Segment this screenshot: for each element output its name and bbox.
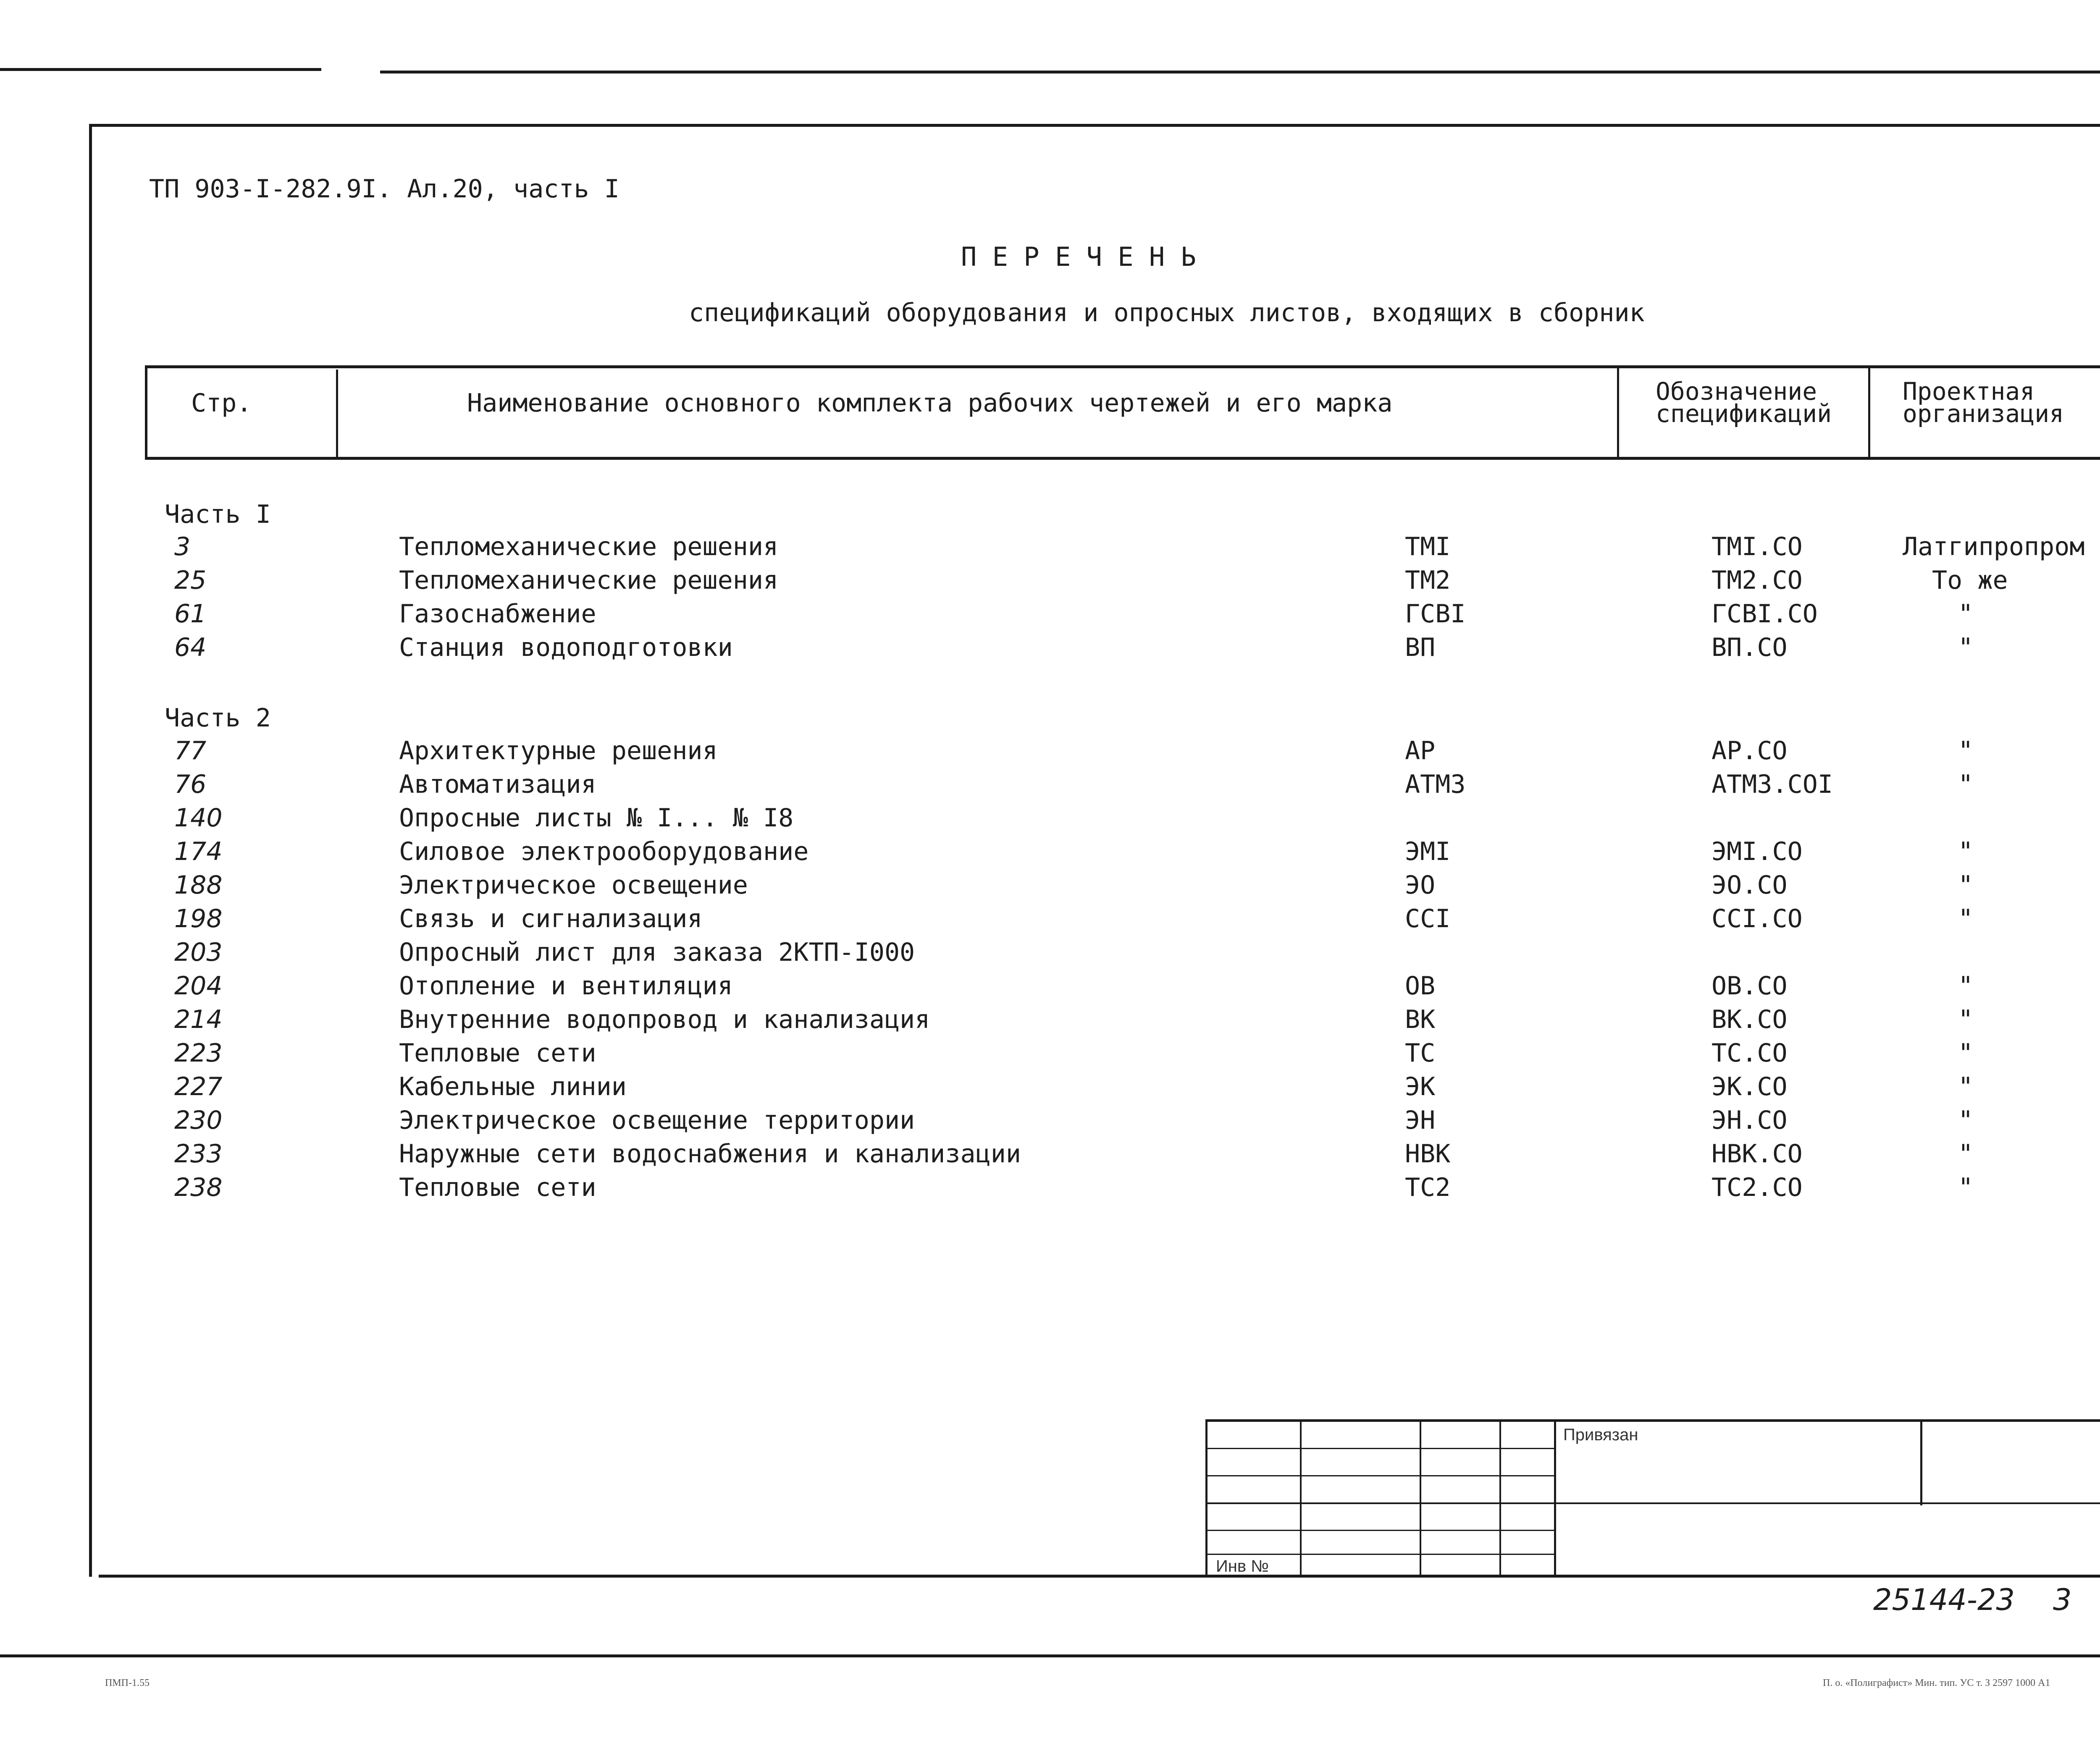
frame-top (89, 124, 2100, 127)
header-org-line2: организация (1903, 399, 2064, 428)
stamp-row-3 (1205, 1502, 2100, 1504)
document-code: ТП 903-I-282.9I. Ал.20, часть I (149, 174, 620, 204)
row-name: Тепловые сети (399, 1173, 596, 1202)
row-organization: " (1958, 633, 1974, 662)
row-organization: " (1958, 1106, 1974, 1135)
row-mark: ССI (1405, 904, 1451, 933)
row-spec-code: АТМ3.СОI (1712, 770, 1833, 799)
stamp-top (1205, 1419, 2100, 1422)
row-mark: АТМ3 (1405, 770, 1466, 799)
row-page-number: 203 (174, 938, 223, 967)
row-name: Тепловые сети (399, 1038, 596, 1068)
row-mark: ЭО (1405, 870, 1436, 900)
header-org-line1: Проектная (1903, 377, 2035, 406)
row-mark: НВК (1405, 1139, 1451, 1169)
row-page-number: 198 (174, 904, 223, 933)
table-col-divider-1 (336, 370, 338, 458)
row-page-number: 77 (174, 736, 207, 765)
section-title: Часть I (165, 500, 271, 529)
row-mark: ОВ (1405, 971, 1436, 1001)
row-organization: " (1958, 1005, 1974, 1034)
header-spec-line1: Обозначение (1656, 377, 1817, 406)
row-organization: " (1958, 599, 1974, 629)
row-organization: " (1958, 1072, 1974, 1101)
frame-left (89, 124, 92, 1577)
footer-right-imprint: П. о. «Полиграфист» Мин. тип. УС т. З 2597 1000 А1 (1823, 1678, 2050, 1688)
row-page-number: 227 (174, 1072, 223, 1101)
header-page: Стр. (191, 388, 252, 418)
frame-bottom (99, 1575, 2100, 1578)
row-spec-code: ТМI.СО (1712, 532, 1803, 561)
top-border-left (0, 68, 321, 71)
row-name: Газоснабжение (399, 599, 596, 629)
row-page-number: 174 (174, 837, 223, 866)
row-page-number: 223 (174, 1038, 223, 1068)
row-name: Опросный лист для заказа 2КТП-I000 (399, 938, 915, 967)
row-spec-code: АР.СО (1712, 736, 1788, 765)
stamp-left (1205, 1419, 1208, 1577)
row-mark: ТС2 (1405, 1173, 1451, 1202)
stamp-col-4 (1554, 1421, 1556, 1577)
row-spec-code: ТС.СО (1712, 1038, 1788, 1068)
row-page-number: 61 (174, 599, 207, 629)
row-organization: То же (1932, 566, 2008, 595)
row-mark: ТМI (1405, 532, 1451, 561)
stamp-row-4 (1205, 1530, 1554, 1531)
row-name: Тепломеханические решения (399, 532, 779, 561)
row-mark: ЭК (1405, 1072, 1436, 1101)
table-header-bottom (145, 457, 2100, 460)
row-organization: " (1958, 870, 1974, 900)
row-page-number: 3 (174, 532, 191, 561)
row-spec-code: ЭО.СО (1712, 870, 1788, 900)
row-organization: " (1958, 736, 1974, 765)
stamp-row-5 (1205, 1554, 1554, 1555)
row-mark: ТС (1405, 1038, 1436, 1068)
row-spec-code: ЭК.СО (1712, 1072, 1788, 1101)
row-name: Связь и сигнализация (399, 904, 703, 933)
section-title: Часть 2 (165, 703, 271, 733)
row-organization: Латгипропром (1903, 532, 2085, 561)
row-mark: ВК (1405, 1005, 1436, 1034)
row-page-number: 188 (174, 870, 223, 900)
handwritten-code: 25144-23 (1873, 1583, 2015, 1617)
row-page-number: 76 (174, 770, 207, 799)
row-spec-code: НВК.СО (1712, 1139, 1803, 1169)
row-name: Наружные сети водоснабжения и канализации (399, 1139, 1021, 1169)
handwritten-page: 3 (2053, 1583, 2072, 1617)
header-spec-line2: спецификаций (1656, 399, 1832, 428)
stamp-col-5 (1920, 1421, 1922, 1505)
row-page-number: 238 (174, 1173, 223, 1202)
row-mark: ВП (1405, 633, 1436, 662)
row-spec-code: ВК.СО (1712, 1005, 1788, 1034)
row-mark: ТМ2 (1405, 566, 1451, 595)
row-name: Станция водоподготовки (399, 633, 733, 662)
stamp-inv-no: Инв № (1216, 1557, 1269, 1575)
row-name: Электрическое освещение территории (399, 1106, 915, 1135)
row-spec-code: ЭН.СО (1712, 1106, 1788, 1135)
page-title: П Е Р Е Ч Е Н Ь (961, 241, 1196, 272)
footer-left-code: ПМП-1.55 (105, 1678, 150, 1688)
row-name: Отопление и вентиляция (399, 971, 733, 1001)
bottom-outer-border (0, 1654, 2100, 1657)
row-mark: ЭН (1405, 1106, 1436, 1135)
top-border-right (380, 71, 2100, 73)
row-mark: ЭМI (1405, 837, 1451, 866)
row-name: Опросные листы № I... № I8 (399, 803, 794, 833)
row-mark: АР (1405, 736, 1436, 765)
row-name: Внутренние водопровод и канализация (399, 1005, 930, 1034)
row-page-number: 25 (174, 566, 207, 595)
row-page-number: 204 (174, 971, 223, 1001)
row-organization: " (1958, 837, 1974, 866)
row-page-number: 233 (174, 1139, 223, 1169)
row-spec-code: ВП.СО (1712, 633, 1788, 662)
row-organization: " (1958, 1038, 1974, 1068)
row-spec-code: ТМ2.СО (1712, 566, 1803, 595)
row-name: Автоматизация (399, 770, 596, 799)
row-organization: " (1958, 770, 1974, 799)
row-page-number: 214 (174, 1005, 223, 1034)
row-spec-code: ТС2.СО (1712, 1173, 1803, 1202)
stamp-row-1 (1205, 1448, 1554, 1449)
row-organization: " (1958, 904, 1974, 933)
table-col-divider-3 (1868, 367, 1870, 460)
header-name: Наименование основного комплекта рабочих чертежей и его марка (467, 388, 1393, 418)
row-name: Архитектурные решения (399, 736, 718, 765)
table-header-top (145, 365, 2100, 368)
stamp-privyazan: Привязан (1563, 1426, 1638, 1444)
row-spec-code: ГСВI.СО (1712, 599, 1818, 629)
row-spec-code: ЭМI.СО (1712, 837, 1803, 866)
page-subtitle: спецификаций оборудования и опросных листов, входящих в сборник (689, 298, 1645, 328)
row-mark: ГСВI (1405, 599, 1466, 629)
table-col-divider-2 (1617, 367, 1619, 460)
row-spec-code: ОВ.СО (1712, 971, 1788, 1001)
row-organization: " (1958, 1173, 1974, 1202)
row-organization: " (1958, 1139, 1974, 1169)
stamp-row-2 (1205, 1475, 1554, 1476)
row-organization: " (1958, 971, 1974, 1001)
table-header-left (145, 365, 147, 459)
row-page-number: 230 (174, 1106, 223, 1135)
row-name: Кабельные линии (399, 1072, 627, 1101)
row-page-number: 64 (174, 633, 207, 662)
row-page-number: 140 (174, 803, 223, 833)
row-name: Силовое электрооборудование (399, 837, 809, 866)
row-name: Тепломеханические решения (399, 566, 779, 595)
row-spec-code: ССI.СО (1712, 904, 1803, 933)
row-name: Электрическое освещение (399, 870, 748, 900)
